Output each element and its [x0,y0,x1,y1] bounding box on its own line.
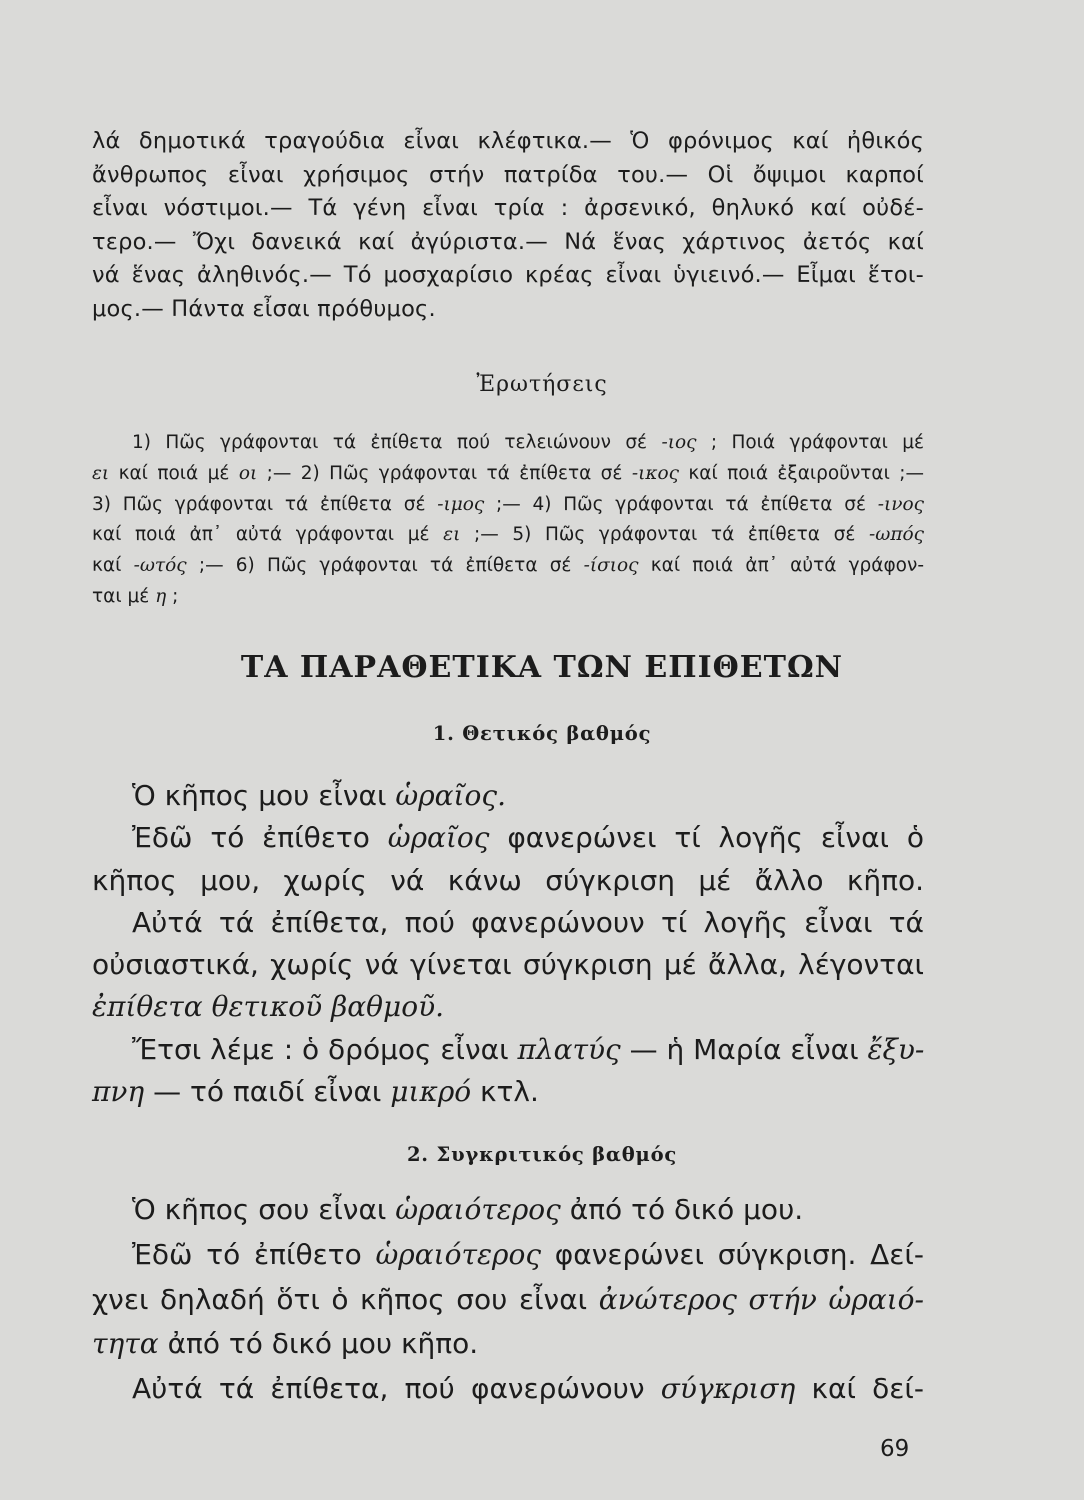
section2-line: τητα ἀπό τό δικό μου κῆπο. [92,1327,479,1361]
question-line: ει καί ποιά μέ οι ;— 2) Πῶς γράφονται τά ἐπίθετα σέ -ικος καί ποιά ἐξαιροῦνται ;— [92,462,924,484]
section1-heading: 1. Θετικός βαθμός [432,722,652,745]
section2-text [92,1188,924,1412]
question-line: 1) Πῶς γράφονται τά ἐπίθετα πού τελειώνουν σέ -ιος ; Ποιά γράφονται μέ [132,432,924,453]
section2-heading: 2. Συγκριτικός βαθμός [406,1143,678,1166]
section1-line: Ὁ κῆπος μου εἶναι ὡραῖος. [132,779,506,812]
page-number: 69 [880,1436,910,1462]
intro-paragraph [92,125,924,327]
questions-paragraph [92,428,924,613]
intro-line: νά ἕνας ἀληθινός.— Τό μοσχαρίσιο κρέας εἶναι ὑγιεινό.— Εἶμαι ἕτοι- [92,262,924,289]
intro-line: μος.— Πάντα εἶσαι πρόθυμος. [92,295,436,322]
question-line: καί ποιά ἀπ᾿ αὐτά γράφονται μέ ει ;— 5) Πῶς γράφονται τά ἐπίθετα σέ -ωπός [92,524,925,546]
section1-line: πνη — τό παιδί εἶναι μικρό κτλ. [92,1075,539,1109]
section2-line: χνει δηλαδή ὅτι ὁ κῆπος σου εἶναι ἀνώτερος στήν ὡραιό- [92,1282,924,1316]
intro-line: λά δημοτικά τραγούδια εἶναι κλέφτικα.— Ὁ φρόνιμος καί ἠθικός [92,128,924,154]
section2-line: Αὐτά τά ἐπίθετα, πού φανερώνουν σύγκριση καί δεί- [132,1372,924,1406]
chapter-title: ΤΑ ΠΑΡΑΘΕΤΙΚΑ ΤΩΝ ΕΠΙΘΕΤΩΝ [240,650,844,685]
section1-line: Ἐδῶ τό ἐπίθετο ὡραῖος φανερώνει τί λογῆς εἶναι ὁ [132,821,924,855]
section1-line: κῆπος μου, χωρίς νά κάνω σύγκριση μέ ἄλλο κῆπο. [92,863,924,897]
intro-line: τερο.— Ὄχι δανεικά καί ἀγύριστα.— Νά ἕνας χάρτινος ἀετός καί [92,228,924,255]
section1-line: Αὐτά τά ἐπίθετα, πού φανερώνουν τί λογῆς εἶναι τά [132,905,924,939]
question-line: καί -ωτός ;— 6) Πῶς γράφονται τά ἐπίθετα σέ -ίσιος καί ποιά ἀπ᾿ αὐτά γράφον- [92,555,925,577]
section2-line: Ἐδῶ τό ἐπίθετο ὡραιότερος φανερώνει σύγκριση. Δεί- [132,1237,924,1271]
section1-line: οὐσιαστικά, χωρίς νά γίνεται σύγκριση μέ ἄλλα, λέγονται [92,948,924,982]
section2-line: Ὁ κῆπος σου εἶναι ὡραιότερος ἀπό τό δικό μου. [132,1193,804,1226]
section1-line: ἐπίθετα θετικοῦ βαθμοῦ. [92,990,445,1024]
section1-text [92,775,924,1113]
question-line: 3) Πῶς γράφονται τά ἐπίθετα σέ -ιμος ;— 4) Πῶς γράφονται τά ἐπίθετα σέ -ινος [92,493,924,515]
intro-line: εἶναι νόστιμοι.— Τά γένη εἶναι τρία : ἀρσενικό, θηλυκό καί οὐδέ- [92,195,924,222]
questions-heading: Ἐρωτήσεις [476,372,608,397]
intro-line: ἄνθρωπος εἶναι χρήσιμος στήν πατρίδα του.— Οἱ ὄψιμοι καρποί [92,161,924,188]
question-line: ται μέ η ; [92,585,179,607]
section1-line: Ἔτσι λέμε : ὁ δρόμος εἶναι πλατύς — ἡ Μαρία εἶναι ἔξυ- [132,1032,925,1066]
